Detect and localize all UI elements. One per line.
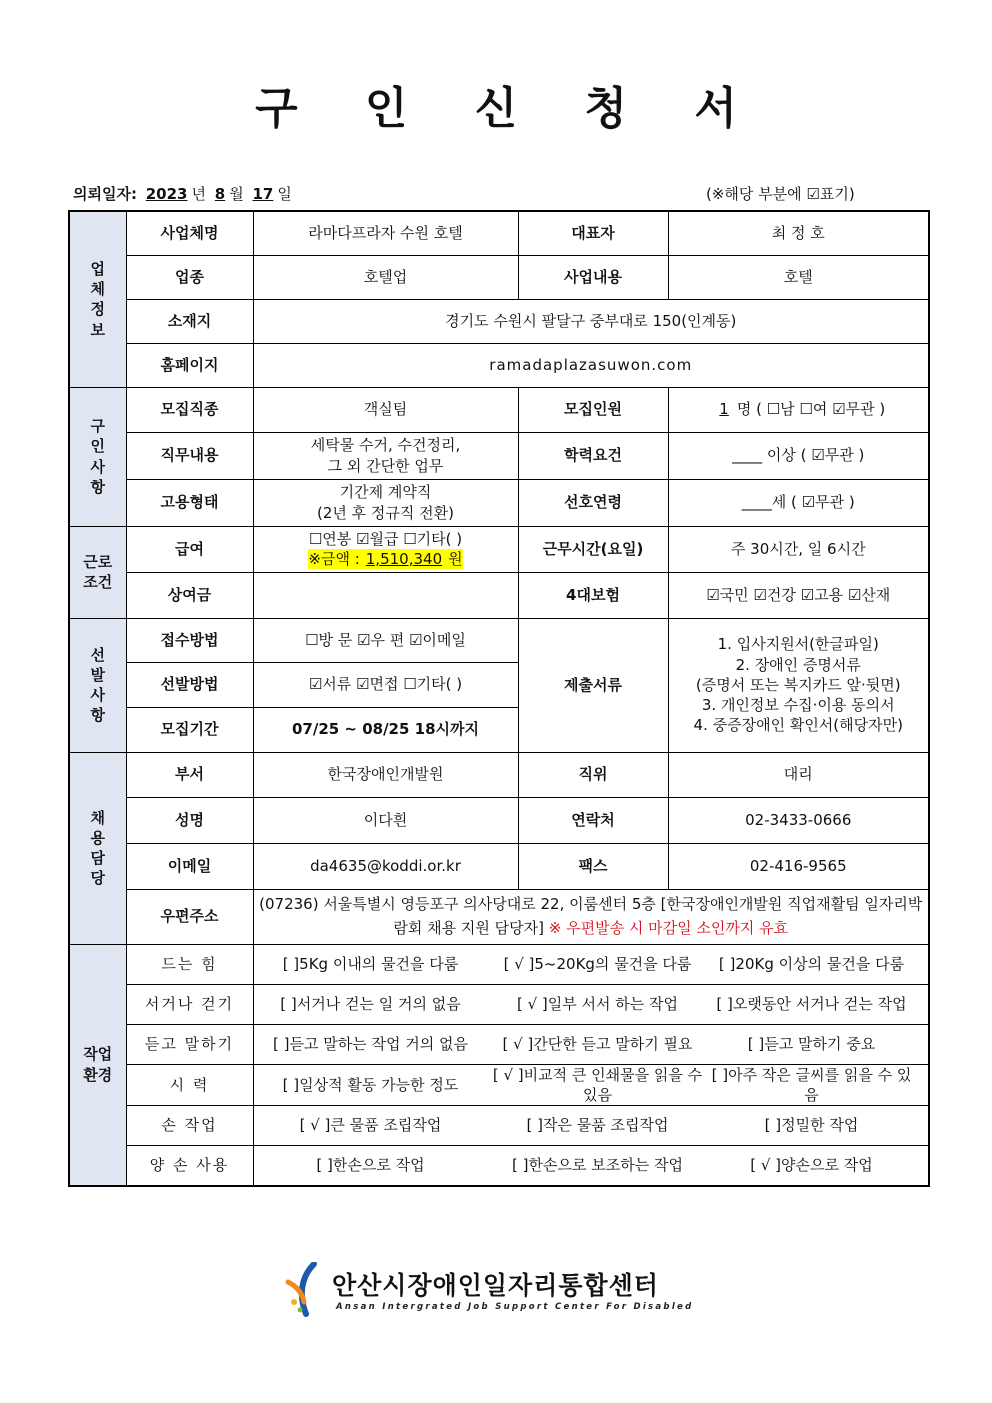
bonus-value [253, 572, 518, 618]
ceo-label: 대표자 [518, 211, 668, 255]
docs-item: 2. 장애인 증명서류 [735, 655, 861, 674]
amount-unit: 원 [448, 550, 463, 568]
env-speak-label: 듣고 말하기 [126, 1024, 253, 1064]
section-company [69, 211, 126, 387]
page-title: 구 인 신 청 서 [255, 83, 763, 134]
receive-label: 접수방법 [126, 618, 253, 662]
pay-options: ☐연봉 ☑월급 ☐기타( ) [308, 529, 463, 548]
post-label: 우편주소 [126, 889, 253, 944]
env-option: [ ]아주 작은 글씨를 읽을 수 있음 [711, 1065, 912, 1104]
env-option: [ √ ]큰 물품 조립작업 [299, 1116, 442, 1135]
contact-name-label: 성명 [126, 797, 253, 843]
env-vision-label: 시 력 [126, 1064, 253, 1106]
position-value: 대리 [668, 752, 929, 797]
center-logo [284, 1262, 704, 1322]
env-option: [ √ ]일부 서서 하는 작업 [516, 994, 679, 1013]
request-date [73, 183, 292, 204]
post-address: (07236) 서울특별시 영등포구 의사당대로 22, 이룸센터 5층 [한국장애인개발원 직업재활팀 일자리박람회 채용 지원 담당자] [259, 895, 923, 937]
application-form-table [68, 210, 930, 1187]
contact-name: 이다흰 [253, 797, 518, 843]
docs-item: (증명서 또는 복지카드 앞·뒷면) [695, 675, 901, 694]
hours-label: 근무시간(요일) [518, 526, 668, 572]
pay-cell [253, 526, 518, 572]
section-selection [69, 618, 126, 752]
phone-value: 02-3433-0666 [668, 797, 929, 843]
email-label: 이메일 [126, 843, 253, 889]
homepage-label: 홈페이지 [126, 343, 253, 387]
fax-label: 팩스 [518, 843, 668, 889]
env-option: [ ]서거나 걷는 일 거의 없음 [280, 994, 461, 1013]
insurance-label: 4대보험 [518, 572, 668, 618]
duty-line-2: 그 외 간단한 업무 [327, 456, 444, 475]
env-option: [ ]5Kg 이내의 물건을 다룸 [282, 954, 459, 973]
employment-type-label: 고용형태 [126, 479, 253, 526]
month-unit: 월 [229, 185, 244, 203]
amount-value: 1,510,340 [365, 550, 443, 568]
request-month: 8 [214, 185, 226, 203]
env-both-hands-options [253, 1146, 929, 1186]
period-value: 07/25 ~ 08/25 18시까지 [253, 707, 518, 752]
env-option: [ ]한손으로 작업 [316, 1156, 425, 1175]
amount-label: ※금액 : [308, 550, 360, 568]
industry-label: 업종 [126, 255, 253, 299]
section-selection-label: 선 발 사 항 [90, 645, 105, 725]
address-value: 경기도 수원시 팔달구 중부대로 150(인계동) [253, 299, 929, 343]
section-recruit [69, 387, 126, 526]
env-lift-label: 드는 힘 [126, 944, 253, 984]
education-label: 학력요건 [518, 432, 668, 479]
env-option: [ √ ]5~20Kg의 물건을 다룸 [503, 954, 692, 973]
request-year: 2023 [145, 185, 188, 203]
employment-type-line-2: (2년 후 정규직 전환) [317, 503, 454, 522]
env-hand-label: 손 작업 [126, 1106, 253, 1146]
hours-value: 주 30시간, 일 6시간 [668, 526, 929, 572]
age-label: 선호연령 [518, 479, 668, 526]
day-unit: 일 [277, 185, 292, 203]
duty-label: 직무내용 [126, 432, 253, 479]
env-vision-options [253, 1064, 929, 1106]
industry-value: 호텔업 [253, 255, 518, 299]
pay-amount [308, 549, 462, 569]
insurance-value: ☑국민 ☑건강 ☑고용 ☑산재 [668, 572, 929, 618]
env-speak-options [253, 1024, 929, 1064]
env-option: [ √ ]양손으로 작업 [750, 1156, 873, 1175]
post-note: ※ 우편발송 시 마감일 소인까지 유효 [548, 918, 789, 937]
env-stand-label: 서거나 걷기 [126, 984, 253, 1024]
company-name: 라마다프라자 수원 호텔 [253, 211, 518, 255]
post-cell [253, 889, 929, 944]
period-label: 모집기간 [126, 707, 253, 752]
duty-line-1: 세탁물 수거, 수건정리, [310, 436, 461, 455]
position-label: 직위 [518, 752, 668, 797]
env-option: [ ]듣고 말하기 중요 [747, 1034, 876, 1053]
env-hand-options [253, 1106, 929, 1146]
section-contact-label: 채 용 담 당 [90, 808, 105, 888]
count-value: 1 [719, 400, 729, 419]
job-label: 모집직종 [126, 387, 253, 432]
center-logo-subtitle: Ansan Intergrated Job Support Center For Disabled [336, 1302, 694, 1312]
section-conditions-label: 근로 조건 [83, 552, 113, 591]
env-option: [ √ ]비교적 큰 인쇄물을 읽을 수 있음 [492, 1065, 703, 1104]
homepage-value: ramadaplazasuwon.com [253, 343, 929, 387]
company-name-label: 사업체명 [126, 211, 253, 255]
phone-label: 연락처 [518, 797, 668, 843]
method-label: 선발방법 [126, 662, 253, 707]
bonus-label: 상여금 [126, 572, 253, 618]
env-option: [ ]한손으로 보조하는 작업 [512, 1156, 683, 1175]
docs-list [668, 618, 929, 752]
employment-type-value [253, 479, 518, 526]
env-both-hands-label: 양 손 사용 [126, 1146, 253, 1186]
dept-value: 한국장애인개발원 [253, 752, 518, 797]
fax-value: 02-416-9565 [668, 843, 929, 889]
env-option: [ ]오랫동안 서거나 걷는 작업 [716, 994, 907, 1013]
pay-label: 급여 [126, 526, 253, 572]
address-label: 소재지 [126, 299, 253, 343]
age-value: ____세 ( ☑무관 ) [668, 479, 929, 526]
request-day: 17 [252, 185, 274, 203]
method-value: ☑서류 ☑면접 ☐기타( ) [253, 662, 518, 707]
env-lift-options [253, 944, 929, 984]
center-logo-icon [284, 1262, 328, 1318]
count-cell [668, 387, 929, 432]
dept-label: 부서 [126, 752, 253, 797]
count-label: 모집인원 [518, 387, 668, 432]
section-contact [69, 752, 126, 944]
education-value: ____ 이상 ( ☑무관 ) [668, 432, 929, 479]
business-value: 호텔 [668, 255, 929, 299]
employment-type-line-1: 기간제 계약직 [339, 483, 432, 502]
env-option: [ √ ]간단한 듣고 말하기 필요 [502, 1034, 693, 1053]
section-company-label: 업 체 정 보 [90, 259, 105, 339]
email-value: da4635@koddi.or.kr [253, 843, 518, 889]
duty-value [253, 432, 518, 479]
env-option: [ ]듣고 말하는 작업 거의 없음 [273, 1034, 468, 1053]
env-option: [ ]일상적 활동 가능한 정도 [282, 1075, 459, 1094]
business-label: 사업내용 [518, 255, 668, 299]
year-unit: 년 [191, 185, 206, 203]
docs-item: 4. 중증장애인 확인서(해당자만) [693, 716, 903, 735]
docs-item: 3. 개인정보 수집·이용 동의서 [701, 696, 895, 715]
section-environment-label: 작업 환경 [83, 1045, 113, 1084]
marking-note: (※해당 부분에 ☑표기) [706, 185, 855, 203]
job-value: 객실팀 [253, 387, 518, 432]
docs-item: 1. 입사지원서(한글파일) [717, 635, 879, 654]
env-stand-options [253, 984, 929, 1024]
section-recruit-label: 구 인 사 항 [90, 417, 105, 496]
env-option: [ ]20Kg 이상의 물건을 다룸 [718, 954, 905, 973]
receive-value: ☐방 문 ☑우 편 ☑이메일 [253, 618, 518, 662]
request-date-label: 의뢰일자: [73, 185, 137, 203]
env-option: [ ]작은 물품 조립작업 [526, 1116, 669, 1135]
ceo-name: 최 정 호 [668, 211, 929, 255]
env-option: [ ]정밀한 작업 [764, 1116, 859, 1135]
section-conditions [69, 526, 126, 618]
count-options: 명 ( ☐남 ☐여 ☑무관 ) [736, 400, 886, 419]
section-environment [69, 944, 126, 1186]
center-logo-name: 안산시장애인일자리통합센터 [332, 1271, 659, 1300]
docs-label: 제출서류 [518, 618, 668, 752]
